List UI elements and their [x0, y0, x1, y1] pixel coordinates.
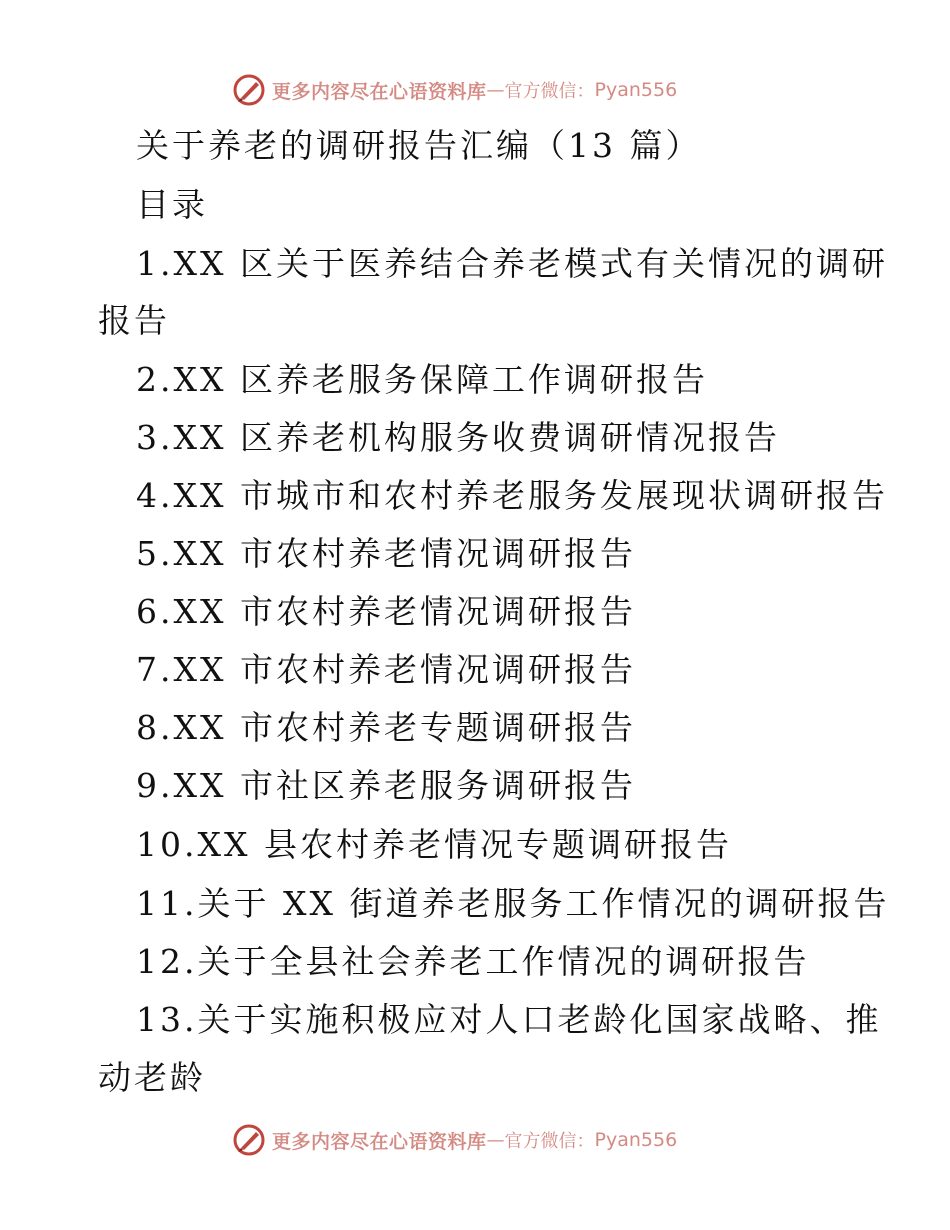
toc-item-9: 9.XX 市社区养老服务调研报告 — [136, 766, 636, 805]
toc-item-3: 3.XX 区养老机构服务收费调研情况报告 — [136, 418, 780, 457]
watermark-site-text: 更多内容尽在心语资料库 — [272, 1130, 487, 1153]
quill-pen-circle-icon — [232, 73, 266, 107]
toc-item-13-continuation: 动老龄 — [98, 1058, 206, 1097]
toc-item-13: 13.关于实施积极应对人口老龄化国家战略、推 — [136, 1000, 882, 1039]
toc-item-5: 5.XX 市农村养老情况调研报告 — [136, 534, 636, 573]
toc-item-8: 8.XX 市农村养老专题调研报告 — [136, 708, 636, 747]
watermark-wechat-label: 官方微信： — [504, 1131, 595, 1152]
quill-pen-circle-icon — [232, 1123, 266, 1157]
toc-item-2: 2.XX 区养老服务保障工作调研报告 — [136, 360, 708, 399]
toc-item-6: 6.XX 市农村养老情况调研报告 — [136, 592, 636, 631]
watermark-wechat-label: 官方微信： — [504, 81, 595, 102]
document-title: 关于养老的调研报告汇编（13 篇） — [136, 126, 702, 165]
watermark-site-text: 更多内容尽在心语资料库 — [272, 80, 487, 103]
toc-item-7: 7.XX 市农村养老情况调研报告 — [136, 650, 636, 689]
toc-item-12: 12.关于全县社会养老工作情况的调研报告 — [136, 942, 810, 981]
header-watermark — [232, 72, 677, 108]
toc-heading: 目录 — [136, 185, 208, 224]
watermark-separator: — — [486, 79, 505, 101]
toc-item-10: 10.XX 县农村养老情况专题调研报告 — [136, 825, 732, 864]
toc-item-1: 1.XX 区关于医养结合养老模式有关情况的调研 — [136, 244, 888, 283]
watermark-wechat-id: Pyan556 — [594, 1129, 678, 1151]
watermark-separator: — — [486, 1129, 505, 1151]
toc-item-11: 11.关于 XX 街道养老服务工作情况的调研报告 — [136, 884, 890, 923]
toc-item-1-continuation: 报告 — [98, 301, 170, 340]
footer-watermark — [232, 1122, 677, 1158]
toc-item-4: 4.XX 市城市和农村养老服务发展现状调研报告 — [136, 476, 888, 515]
watermark-wechat-id: Pyan556 — [594, 79, 678, 101]
